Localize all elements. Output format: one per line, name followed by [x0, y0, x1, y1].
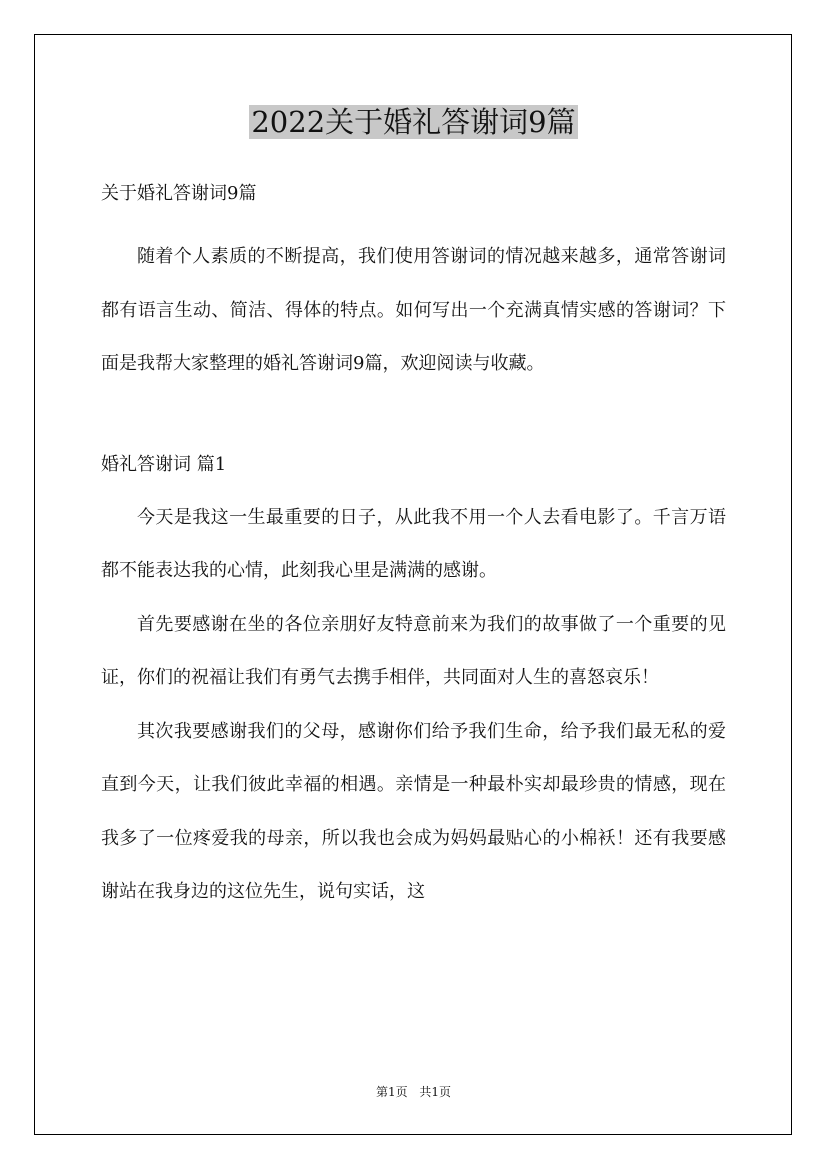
body-paragraph-1: 今天是我这一生最重要的日子，从此我不用一个人去看电影了。千言万语都不能表达我的心情，此刻我心里是满满的感谢。: [101, 506, 726, 581]
intro-paragraph: 随着个人素质的不断提高，我们使用答谢词的情况越来越多，通常答谢词都有语言生动、简洁、得体的特点。如何写出一个充满真情实感的答谢词？下面是我帮大家整理的婚礼答谢词9篇，欢迎阅读与收藏。: [101, 246, 726, 374]
document-title: [0, 100, 827, 144]
document-title-text: 2022关于婚礼答谢词9篇: [251, 105, 576, 139]
document-subtitle: 关于婚礼答谢词9篇: [101, 183, 257, 204]
page-number-total: 共1页: [419, 1085, 452, 1099]
body-paragraph-2: 首先要感谢在坐的各位亲朋好友特意前来为我们的故事做了一个重要的见证，你们的祝福让我们有勇气去携手相伴，共同面对人生的喜怒哀乐！: [101, 613, 726, 688]
body-paragraph-3: 其次我要感谢我们的父母，感谢你们给予我们生命，给予我们最无私的爱直到今天，让我们彼此幸福的相遇。亲情是一种最朴实却最珍贵的情感，现在我多了一位疼爱我的母亲，所以我也会成为妈妈最贴心的小棉袄！还有我要感谢站在我身边的这位先生，说句实话，这: [101, 720, 726, 902]
section-heading: 婚礼答谢词 篇1: [101, 453, 227, 475]
page-footer: [0, 1083, 827, 1101]
page-number-current: 第1页: [375, 1085, 408, 1099]
document-body: [101, 176, 726, 919]
